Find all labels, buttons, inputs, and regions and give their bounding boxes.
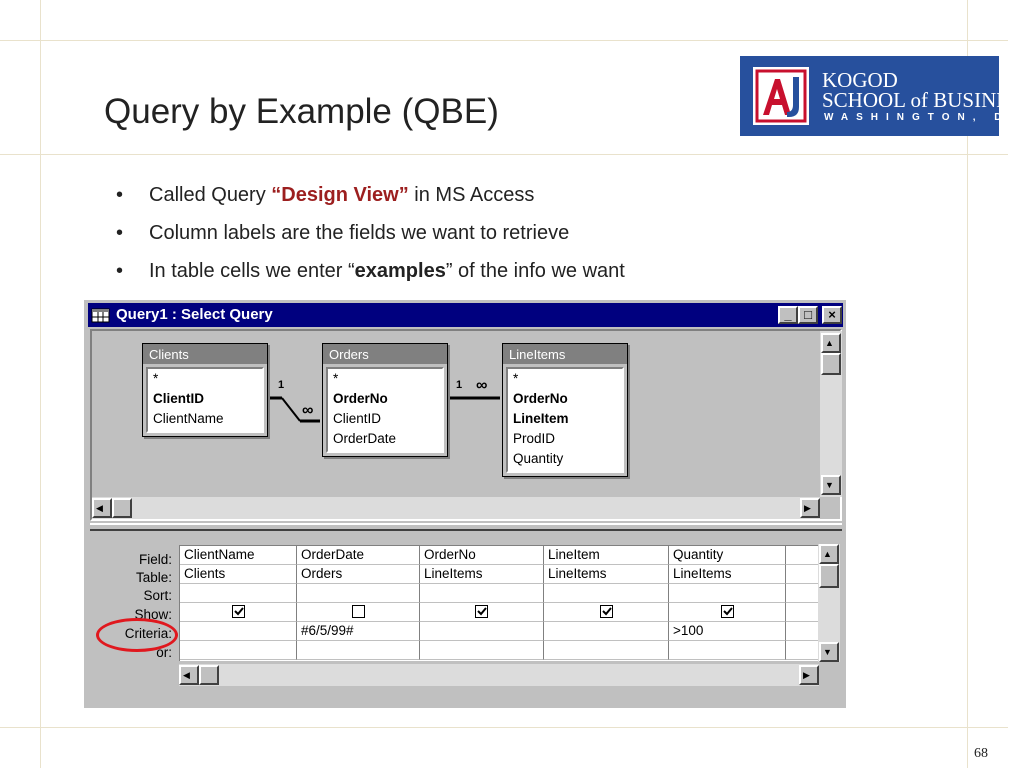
logo-line1: KOGOD bbox=[822, 68, 898, 92]
grid-cell-table[interactable]: LineItems bbox=[669, 565, 786, 584]
field-list-body bbox=[326, 367, 444, 453]
rel-one-label: 1 bbox=[278, 379, 285, 391]
guide-line bbox=[0, 40, 1008, 41]
bullet-item bbox=[116, 184, 625, 222]
grid-hscrollbar[interactable] bbox=[179, 664, 819, 686]
grid-cell-sort[interactable] bbox=[297, 584, 420, 603]
scroll-thumb[interactable] bbox=[199, 665, 219, 685]
bullet-emphasis: “Design View” bbox=[271, 184, 409, 206]
row-label-show: Show: bbox=[134, 607, 172, 622]
grid-cell-table[interactable]: LineItems bbox=[544, 565, 669, 584]
au-emblem-icon bbox=[753, 67, 809, 125]
grid-cell-criteria[interactable] bbox=[180, 622, 297, 641]
logo-line3: WASHINGTON, DC bbox=[824, 112, 1025, 123]
scroll-thumb[interactable] bbox=[112, 498, 132, 518]
grid-cell-show[interactable] bbox=[297, 603, 420, 622]
bullet-list bbox=[116, 184, 625, 298]
show-checkbox[interactable] bbox=[232, 605, 245, 618]
table-pane-vscrollbar[interactable] bbox=[820, 331, 842, 497]
field-list-title[interactable]: LineItems bbox=[503, 344, 627, 364]
window-title-bar[interactable] bbox=[88, 303, 843, 327]
minimize-button[interactable]: _ bbox=[778, 306, 798, 324]
scroll-left-button[interactable]: ◀ bbox=[179, 665, 199, 685]
grid-cell-field[interactable]: OrderNo bbox=[420, 546, 544, 565]
field-list-item[interactable]: ProdID bbox=[513, 431, 556, 446]
bullet-text: In table cells we enter “ bbox=[149, 260, 355, 282]
row-label-table: Table: bbox=[135, 570, 172, 585]
bullet-text: ” of the info we want bbox=[445, 260, 625, 282]
criteria-highlight-ellipse bbox=[96, 618, 178, 652]
grid-cell-sort[interactable] bbox=[420, 584, 544, 603]
scroll-right-button[interactable]: ▶ bbox=[799, 665, 819, 685]
grid-cell-show[interactable] bbox=[544, 603, 669, 622]
row-label-or: or: bbox=[156, 645, 172, 660]
grid-cell-table[interactable]: Orders bbox=[297, 565, 420, 584]
scroll-up-button[interactable]: ▲ bbox=[819, 544, 839, 564]
show-checkbox[interactable] bbox=[352, 605, 365, 618]
kogod-logo bbox=[740, 56, 1032, 136]
rel-many-label: ∞ bbox=[302, 402, 314, 419]
show-checkbox[interactable] bbox=[475, 605, 488, 618]
close-button[interactable]: × bbox=[822, 306, 842, 324]
field-list-title[interactable]: Clients bbox=[143, 344, 267, 364]
grid-cell-criteria[interactable]: >100 bbox=[669, 622, 786, 641]
field-list-item[interactable]: ClientID bbox=[153, 391, 205, 406]
bullet-dot-icon: • bbox=[116, 260, 124, 282]
logo-line2: SCHOOL of BUSINESS bbox=[822, 88, 1032, 112]
bullet-item bbox=[116, 260, 625, 298]
field-list-title[interactable]: Orders bbox=[323, 344, 447, 364]
field-list-item[interactable]: ClientID bbox=[333, 411, 382, 426]
field-list-item[interactable]: OrderNo bbox=[513, 391, 568, 406]
bullet-emphasis: examples bbox=[354, 260, 446, 282]
row-label-sort: Sort: bbox=[143, 588, 172, 603]
query-window bbox=[84, 300, 846, 708]
grid-cell-or[interactable] bbox=[669, 641, 786, 660]
grid-cell-sort[interactable] bbox=[544, 584, 669, 603]
grid-cell-field[interactable]: OrderDate bbox=[297, 546, 420, 565]
field-list-item[interactable]: OrderNo bbox=[333, 391, 388, 406]
grid-cell-field[interactable]: ClientName bbox=[180, 546, 297, 565]
bullet-item bbox=[116, 222, 625, 260]
bullet-text: in MS Access bbox=[408, 184, 535, 206]
grid-cell-or[interactable] bbox=[297, 641, 420, 660]
maximize-button[interactable]: □ bbox=[798, 306, 818, 324]
scroll-up-button[interactable]: ▲ bbox=[821, 333, 841, 353]
grid-cell-sort[interactable] bbox=[669, 584, 786, 603]
grid-cell-field[interactable]: Quantity bbox=[669, 546, 786, 565]
guide-line bbox=[40, 0, 41, 768]
row-label-criteria: Criteria: bbox=[124, 626, 172, 641]
field-list-lineitems[interactable] bbox=[502, 343, 628, 477]
field-list-item[interactable]: * bbox=[513, 371, 519, 386]
grid-cell-field[interactable]: LineItem bbox=[544, 546, 669, 565]
field-list-item[interactable]: OrderDate bbox=[333, 431, 397, 446]
page-number: 68 bbox=[974, 746, 988, 761]
field-list-item[interactable]: * bbox=[333, 371, 339, 386]
row-label-field: Field: bbox=[138, 552, 172, 567]
scroll-down-button[interactable]: ▼ bbox=[821, 475, 841, 495]
bullet-dot-icon: • bbox=[116, 222, 124, 244]
guide-line bbox=[0, 154, 1008, 155]
field-list-item[interactable]: LineItem bbox=[513, 411, 569, 426]
field-list-body bbox=[506, 367, 624, 473]
bullet-text: Column labels are the fields we want to retrieve bbox=[149, 222, 570, 244]
pane-splitter[interactable] bbox=[90, 523, 842, 531]
grid-cell-or[interactable] bbox=[420, 641, 544, 660]
slide-title: Query by Example (QBE) bbox=[104, 92, 499, 131]
grid-cell-show[interactable] bbox=[420, 603, 544, 622]
grid-cell-table[interactable]: Clients bbox=[180, 565, 297, 584]
grid-cell-criteria[interactable] bbox=[420, 622, 544, 641]
rel-one-label: 1 bbox=[456, 379, 463, 391]
grid-cell-show[interactable] bbox=[180, 603, 297, 622]
scroll-thumb[interactable] bbox=[819, 564, 839, 588]
guide-line bbox=[0, 727, 1008, 728]
grid-cell-criteria[interactable] bbox=[544, 622, 669, 641]
bullet-text: Called Query bbox=[149, 184, 272, 206]
qbe-grid bbox=[179, 545, 819, 661]
table-pane bbox=[90, 329, 842, 521]
scroll-right-button[interactable]: ▶ bbox=[800, 498, 820, 518]
field-list-item[interactable]: ClientName bbox=[153, 411, 224, 426]
window-title: Query1 : Select Query bbox=[116, 306, 273, 323]
field-list-orders[interactable] bbox=[322, 343, 448, 457]
grid-cell-sort[interactable] bbox=[180, 584, 297, 603]
table-pane-hscrollbar[interactable] bbox=[92, 497, 820, 519]
show-checkbox[interactable] bbox=[721, 605, 734, 618]
field-list-item[interactable]: Quantity bbox=[513, 451, 564, 466]
bullet-dot-icon: • bbox=[116, 184, 124, 206]
grid-cell-or[interactable] bbox=[180, 641, 297, 660]
grid-vscrollbar[interactable] bbox=[818, 544, 840, 662]
field-list-clients[interactable] bbox=[142, 343, 268, 437]
grid-cell-or[interactable] bbox=[544, 641, 669, 660]
grid-cell-criteria[interactable]: #6/5/99# bbox=[297, 622, 420, 641]
query-icon[interactable] bbox=[92, 307, 109, 323]
scroll-down-button[interactable]: ▼ bbox=[819, 642, 839, 662]
scroll-thumb[interactable] bbox=[821, 353, 841, 375]
scroll-left-button[interactable]: ◀ bbox=[92, 498, 112, 518]
field-list-body bbox=[146, 367, 264, 433]
field-list-item[interactable]: * bbox=[153, 371, 159, 386]
grid-cell-show[interactable] bbox=[669, 603, 786, 622]
rel-many-label: ∞ bbox=[476, 377, 488, 394]
show-checkbox[interactable] bbox=[600, 605, 613, 618]
grid-cell-table[interactable]: LineItems bbox=[420, 565, 544, 584]
